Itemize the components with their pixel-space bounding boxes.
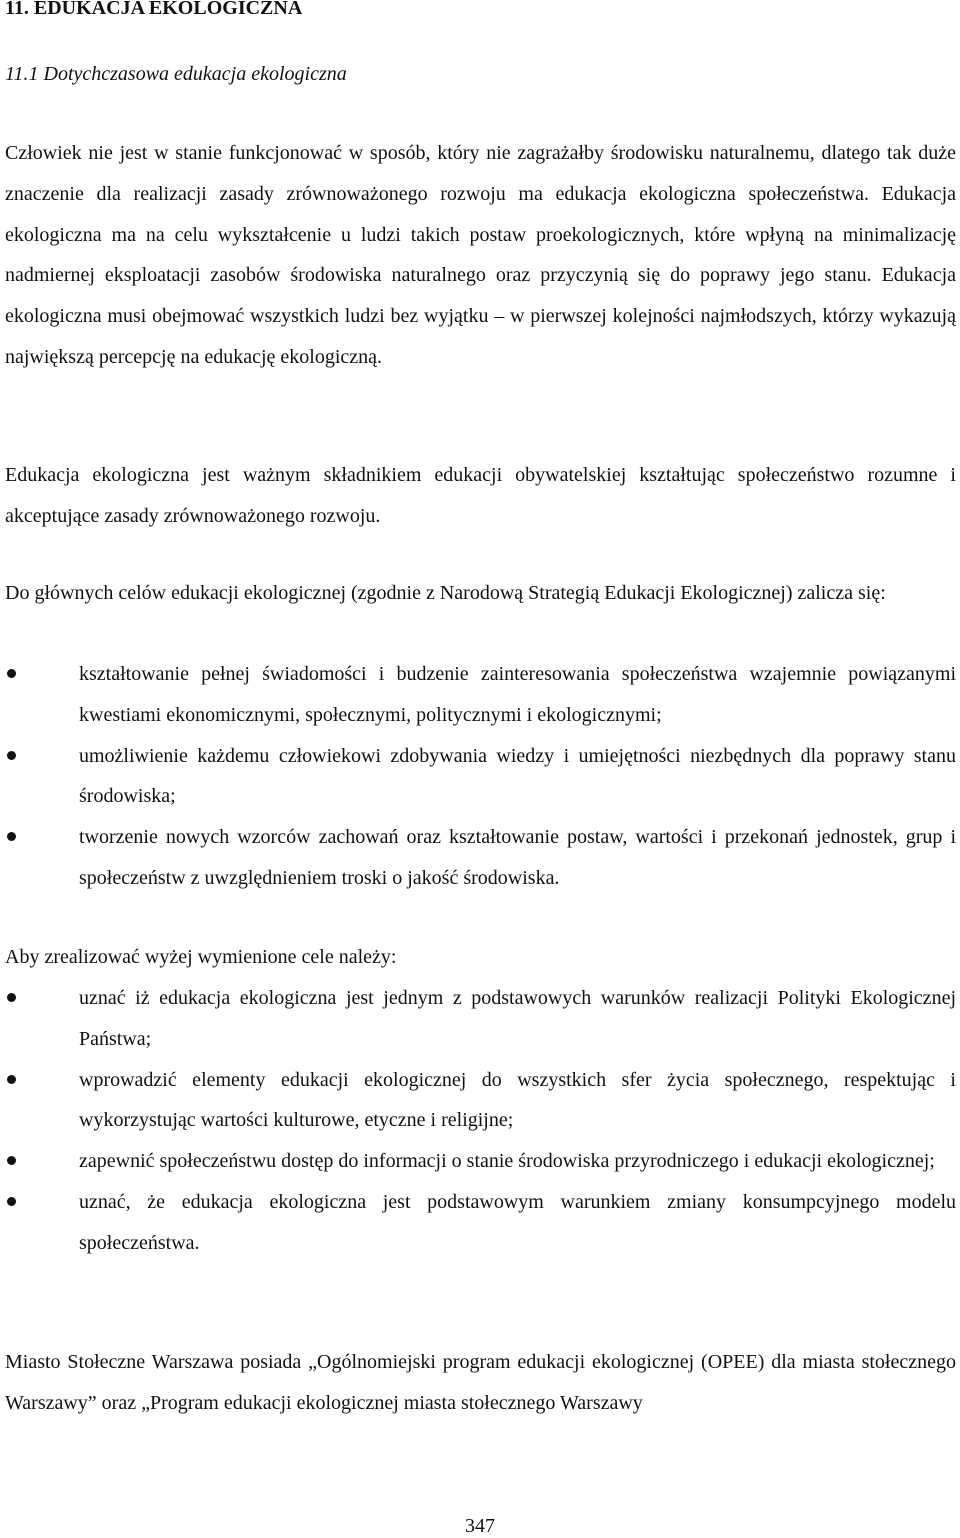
paragraph-actions-intro: Aby zrealizować wyżej wymienione cele należy: (5, 946, 397, 968)
paragraph-warsaw-programs: Miasto Stołeczne Warszawa posiada „Ogólnomiejski program edukacji ekologicznej (OPEE) dla miasta stołecznego Warszawy” oraz „Program edukacji ekologicznej miasta stołecznego Warszawy (5, 1351, 956, 1414)
paragraph-intro: Człowiek nie jest w stanie funkcjonować w sposób, który nie zagrażałby środowisku naturalnemu, dlatego tak duże znaczenie dla realizacji zasady zrównoważonego rozwoju ma edukacja ekologiczna społeczeństwa. Edukacja ekologiczna ma na celu wykształcenie u ludzi takich postaw proekologicznych, które wpłyną na minimalizację nadmiernej eksploatacji zasobów środowiska naturalnego oraz przyczynią się do poprawy jego stanu. Edukacja ekologiczna musi obejmować wszystkich ludzi bez wyjątku – w pierwszej kolejności najmłodszych, którzy wykazują największą percepcję na edukację ekologiczną. (5, 142, 956, 368)
list-item: uznać, że edukacja ekologiczna jest podstawowym warunkiem zmiany konsumpcyjnego modelu społeczeństwa. (0, 1182, 956, 1264)
list-item: umożliwienie każdemu człowiekowi zdobywania wiedzy i umiejętności niezbędnych dla poprawy stanu środowiska; (0, 736, 956, 818)
list-item: uznać iż edukacja ekologiczna jest jednym z podstawowych warunków realizacji Polityki Ekologicznej Państwa; (0, 978, 956, 1060)
list-item: wprowadzić elementy edukacji ekologicznej do wszystkich sfer życia społecznego, respektując i wykorzystując wartości kulturowe, etyczne i religijne; (0, 1060, 956, 1142)
actions-list (0, 978, 960, 1264)
list-item: tworzenie nowych wzorców zachowań oraz kształtowanie postaw, wartości i przekonań jednostek, grup i społeczeństw z uwzględnieniem troski o jakość środowiska. (0, 817, 956, 899)
list-item: kształtowanie pełnej świadomości i budzenie zainteresowania społeczeństwa wzajemnie powiązanymi kwestiami ekonomicznymi, społecznymi, politycznymi i ekologicznymi; (0, 654, 956, 736)
paragraph-goals-intro: Do głównych celów edukacji ekologicznej (zgodnie z Narodową Strategią Edukacji Ekologicznej) zalicza się: (5, 582, 886, 604)
page-number: 347 (465, 1515, 495, 1537)
list-item: zapewnić społeczeństwu dostęp do informacji o stanie środowiska przyrodniczego i edukacji ekologicznej; (0, 1141, 956, 1182)
paragraph-civic-education: Edukacja ekologiczna jest ważnym składnikiem edukacji obywatelskiej kształtując społeczeństwo rozumne i akceptujące zasady zrównoważonego rozwoju. (5, 464, 956, 527)
goals-list (0, 654, 960, 899)
section-heading: 11.1 Dotychczasowa edukacja ekologiczna (5, 63, 347, 85)
chapter-heading: 11. EDUKACJA EKOLOGICZNA (5, 0, 303, 19)
